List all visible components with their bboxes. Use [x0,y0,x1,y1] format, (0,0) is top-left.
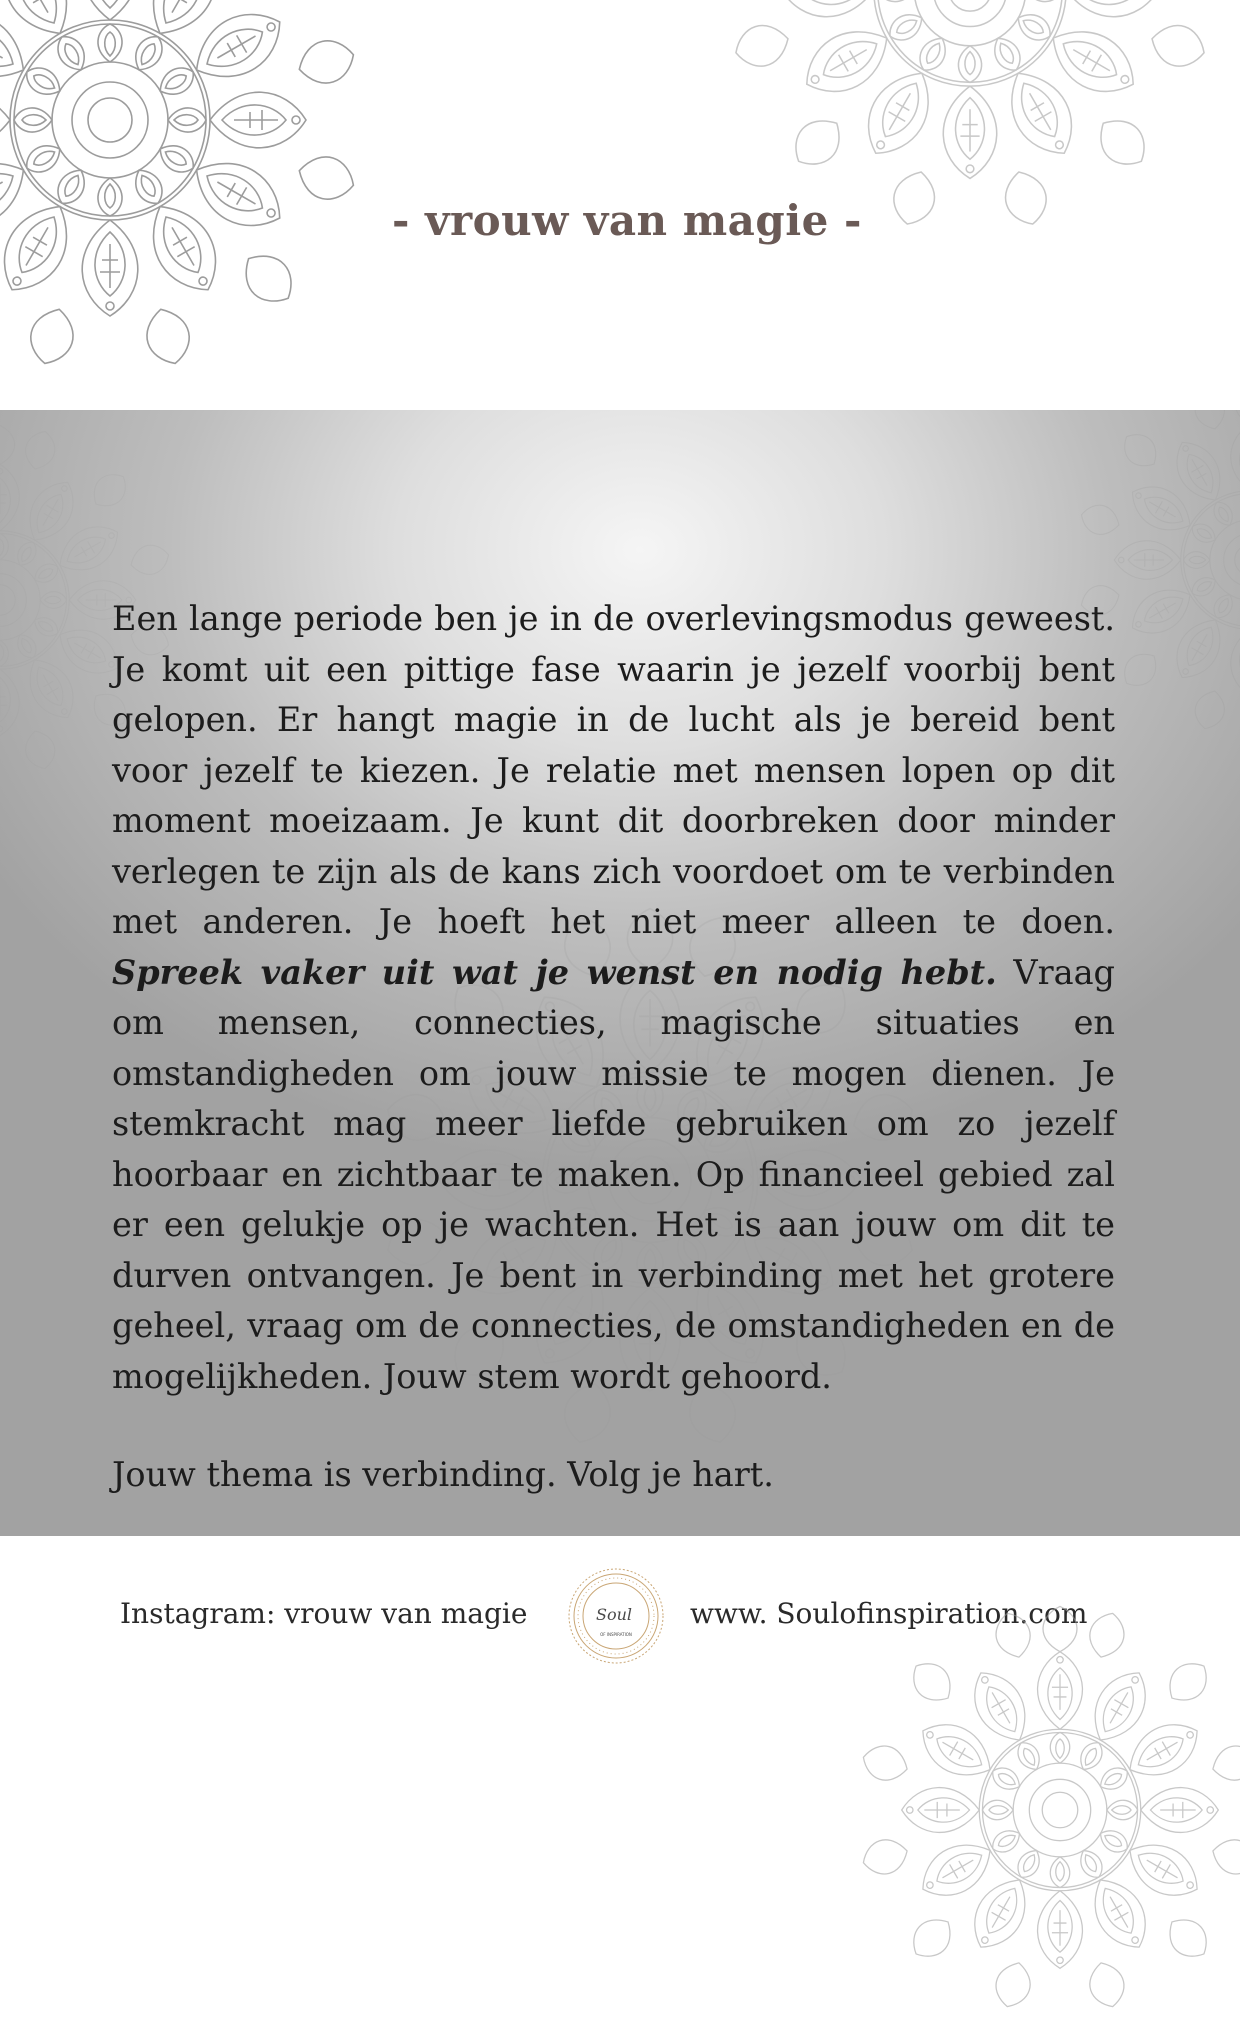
mandala-ornament-icon [850,1600,1240,2020]
instagram-handle: Instagram: vrouw van magie [120,1597,528,1630]
logo-text: Soul [595,1605,633,1624]
soul-of-inspiration-logo-icon [566,1566,666,1666]
reading-text-part1: Een lange periode ben je in de overlevingsmodus geweest. Je komt uit een pittige fase waarin je jezelf voorbij bent gelopen. Er hangt magie in de lucht als je bereid bent voor jezelf te kiezen. Je relatie met mensen lopen op dit moment moeizaam. Je kunt dit doorbreken door minder verlegen te zijn als de kans zich voordoet om te verbinden met anderen. Je hoeft het niet meer alleen te doen. [112,599,1115,941]
website-link: www. Soulofinspiration.com [690,1597,1088,1630]
mandala-ornament-icon [0,0,370,380]
page-title: - vrouw van magie - [392,196,862,246]
theme-text: Jouw thema is verbinding. Volg je hart. [112,1455,774,1494]
logo-subtext: OF INSPIRATION [600,1632,632,1637]
reading-text [112,594,1115,1402]
reading-text-part2: Vraag om mensen, connecties, magische situaties en omstandigheden om jouw missie te mogen dienen. Je stemkracht mag meer liefde gebruiken om zo jezelf hoorbaar en zichtbaar te maken. Op financieel gebied zal er een gelukje op je wachten. Het is aan jouw om dit te durven ontvangen. Je bent in verbinding met het grotere geheel, vraag om de connecties, de omstandigheden en de mogelijkheden. Jouw stem wordt gehoord. [112,952,1116,1396]
emphasis-text: Spreek vaker uit wat je wenst en nodig hebt. [112,952,997,992]
